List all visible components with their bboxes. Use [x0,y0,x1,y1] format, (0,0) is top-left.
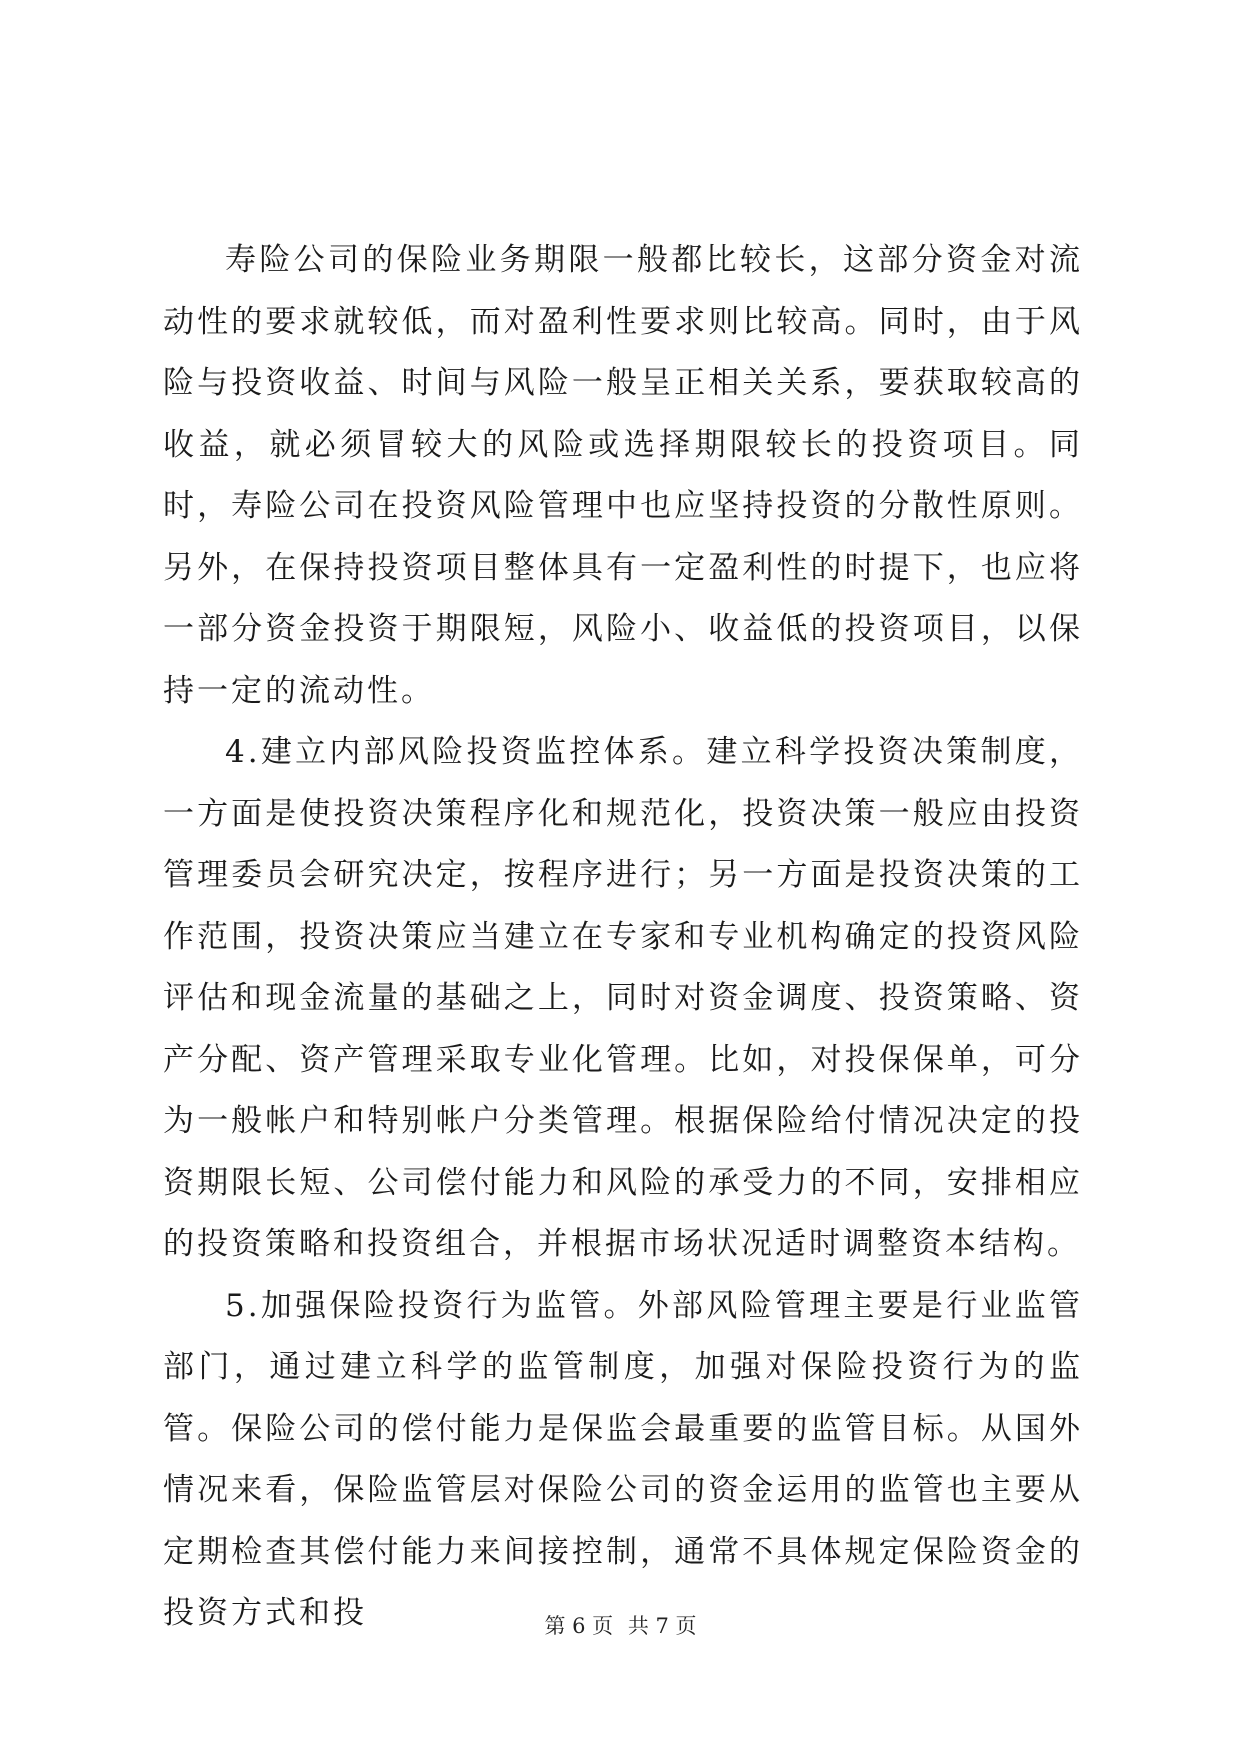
page-total: 共 7 页 [627,1614,697,1638]
paragraph-internal-risk-control: 4.建立内部风险投资监控体系。建立科学投资决策制度，一方面是使投资决策程序化和规范化，投资决策一般应由投资管理委员会研究决定，按程序进行；另一方面是投资决策的工作范围，投资决策应当建立在专家和专业机构确定的投资风险评估和现金流量的基础之上，同时对资金调度、投资策略、资产分配、资产管理采取专业化管理。比如，对投保保单，可分为一般帐户和特别帐户分类管理。根据保险给付情况决定的投资期限长短、公司偿付能力和风险的承受力的不同，安排相应的投资策略和投资组合，并根据市场状况适时调整资本结构。 [163,734,1083,1262]
document-body [163,230,1083,1645]
paragraph-life-insurance-liquidity: 寿险公司的保险业务期限一般都比较长，这部分资金对流动性的要求就较低，而对盈利性要求则比较高。同时，由于风险与投资收益、时间与风险一般呈正相关关系，要获取较高的收益，就必须冒较大的风险或选择期限较长的投资项目。同时，寿险公司在投资风险管理中也应坚持投资的分散性原则。另外，在保持投资项目整体具有一定盈利性的时提下，也应将一部分资金投资于期限短，风险小、收益低的投资项目，以保持一定的流动性。 [163,242,1083,709]
paragraph-investment-supervision: 5.加强保险投资行为监管。外部风险管理主要是行业监管部门，通过建立科学的监管制度，加强对保险投资行为的监管。保险公司的偿付能力是保监会最重要的监管目标。从国外情况来看，保险监管层对保险公司的资金运用的监管也主要从定期检查其偿付能力来间接控制，通常不具体规定保险资金的投资方式和投 [163,1287,1083,1631]
page-number: 第 6 页 [544,1614,614,1638]
page-footer [0,1610,1241,1640]
